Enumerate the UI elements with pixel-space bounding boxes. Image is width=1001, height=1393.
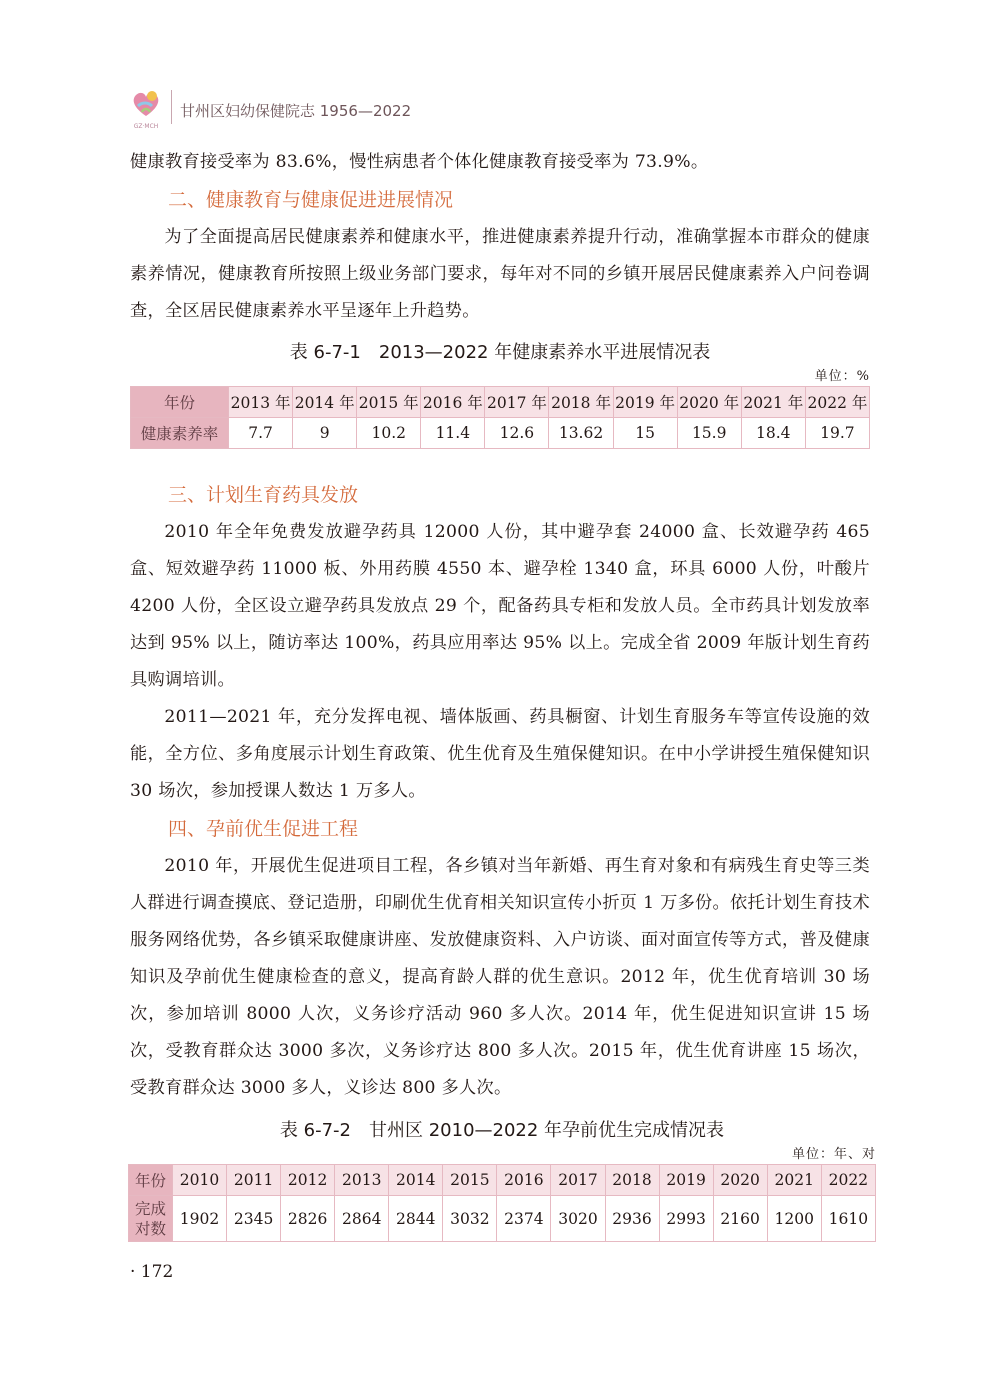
table-cell: 2993	[659, 1196, 713, 1242]
table-cell: 12.6	[485, 418, 549, 449]
table-cell: 2013 年	[229, 387, 293, 418]
table-header-label: 年份	[131, 387, 229, 418]
table-cell: 2015	[443, 1165, 497, 1196]
table-cell: 2844	[389, 1196, 443, 1242]
section-heading: 二、健康教育与健康促进进展情况	[168, 189, 454, 211]
preconception-table	[128, 1164, 876, 1242]
header-divider	[171, 90, 172, 124]
paragraph: 2011—2021 年，充分发挥电视、墙体版画、药具橱窗、计划生育服务车等宣传设施的效能，全方位、多角度展示计划生育政策、优生优育及生殖保健知识。在中小学讲授生殖保健知识 30 场次，参加授课人数达 1 万多人。	[130, 707, 870, 801]
table-cell: 2017 年	[485, 387, 549, 418]
table-header-row	[131, 387, 870, 418]
table-cell: 2014 年	[293, 387, 357, 418]
table-cell: 7.7	[229, 418, 293, 449]
table-header-label: 年份	[129, 1165, 173, 1196]
table-row-label: 健康素养率	[131, 418, 229, 449]
table-cell: 1610	[821, 1196, 875, 1242]
table-cell: 10.2	[357, 418, 421, 449]
table-cell: 2010	[173, 1165, 227, 1196]
table-1-block	[130, 338, 870, 449]
table-cell: 2936	[605, 1196, 659, 1242]
paragraph: 2010 年，开展优生促进项目工程，各乡镇对当年新婚、再生育对象和有病残生育史等三类人群进行调查摸底、登记造册，印刷优生优育相关知识宣传小折页 1 万多份。依托计划生育技术服务网络优势，各乡镇采取健康讲座、发放健康资料、入户访谈、面对面宣传等方式，普及健康知识及孕前优生健康检查的意义，提高育龄人群的优生意识。2012 年，优生优育培训 30 场次，参加培训 8000 人次，义务诊疗活动 960 多人次。2014 年，优生促进知识宣讲 15 场次，受教育群众达 3000 多次，义务诊疗达 800 多人次。2015 年，优生优育讲座 15 场次，受教育群众达 3000 多人，义诊达 800 多人次。	[130, 856, 870, 1098]
table-cell: 1200	[767, 1196, 821, 1242]
table-cell: 2021	[767, 1165, 821, 1196]
table-cell: 18.4	[741, 418, 805, 449]
table-cell: 3020	[551, 1196, 605, 1242]
table-caption: 表 6-7-1 2013—2022 年健康素养水平进展情况表	[289, 342, 711, 363]
table-cell: 2022 年	[805, 387, 869, 418]
table-cell: 2013	[335, 1165, 389, 1196]
table-unit: 单位：年、对	[791, 1147, 876, 1162]
table-cell: 13.62	[549, 418, 613, 449]
table-cell: 2018 年	[549, 387, 613, 418]
table-cell: 2014	[389, 1165, 443, 1196]
table-unit: 单位：%	[814, 369, 870, 384]
table-cell: 2021 年	[741, 387, 805, 418]
hospital-logo-icon	[128, 86, 164, 130]
health-literacy-table	[130, 386, 870, 449]
book-title: 甘州区妇幼保健院志 1956—2022	[180, 102, 412, 120]
table-cell: 9	[293, 418, 357, 449]
table-row	[131, 418, 870, 449]
table-cell: 2864	[335, 1196, 389, 1242]
table-cell: 15	[613, 418, 677, 449]
main-content-2	[130, 476, 870, 1107]
logo-text: GZ·MCH	[133, 123, 159, 130]
table-cell: 2017	[551, 1165, 605, 1196]
table-cell: 2011	[227, 1165, 281, 1196]
table-cell: 2020	[713, 1165, 767, 1196]
table-cell: 2345	[227, 1196, 281, 1242]
table-cell: 2374	[497, 1196, 551, 1242]
page-number: · 172	[130, 1262, 174, 1282]
table-cell: 2020 年	[677, 387, 741, 418]
table-cell: 2826	[281, 1196, 335, 1242]
table-header-row	[129, 1165, 876, 1196]
paragraph: 健康教育接受率为 83.6%，慢性病患者个体化健康教育接受率为 73.9%。	[130, 152, 709, 172]
table-cell: 2022	[821, 1165, 875, 1196]
section-heading: 三、计划生育药具发放	[168, 484, 359, 506]
table-row	[129, 1196, 876, 1242]
table-cell: 2012	[281, 1165, 335, 1196]
table-cell: 2018	[605, 1165, 659, 1196]
table-cell: 11.4	[421, 418, 485, 449]
table-cell: 2015 年	[357, 387, 421, 418]
section-heading: 四、孕前优生促进工程	[168, 818, 359, 840]
table-cell: 2160	[713, 1196, 767, 1242]
page-header	[128, 86, 458, 134]
table-caption: 表 6-7-2 甘州区 2010—2022 年孕前优生完成情况表	[279, 1120, 725, 1141]
table-row-label: 完成对数	[129, 1196, 173, 1242]
table-cell: 3032	[443, 1196, 497, 1242]
table-cell: 2019 年	[613, 387, 677, 418]
table-cell: 1902	[173, 1196, 227, 1242]
table-cell: 2016	[497, 1165, 551, 1196]
table-cell: 19.7	[805, 418, 869, 449]
table-cell: 2019	[659, 1165, 713, 1196]
table-2-block	[128, 1116, 876, 1242]
paragraph: 为了全面提高居民健康素养和健康水平，推进健康素养提升行动，准确掌握本市群众的健康素养情况，健康教育所按照上级业务部门要求，每年对不同的乡镇开展居民健康素养入户问卷调查，全区居民健康素养水平呈逐年上升趋势。	[130, 227, 870, 321]
table-cell: 15.9	[677, 418, 741, 449]
paragraph: 2010 年全年免费发放避孕药具 12000 人份，其中避孕套 24000 盒、长效避孕药 465 盒、短效避孕药 11000 板、外用药膜 4550 本、避孕栓 1340 盒，环具 6000 人份，叶酸片 4200 人份，全区设立避孕药具发放点 29 个，配备药具专柜和发放人员。全市药具计划发放率达到 95% 以上，随访率达 100%，药具应用率达 95% 以上。完成全省 2009 年版计划生育药具购调培训。	[130, 522, 870, 690]
main-content	[130, 144, 870, 330]
table-cell: 2016 年	[421, 387, 485, 418]
